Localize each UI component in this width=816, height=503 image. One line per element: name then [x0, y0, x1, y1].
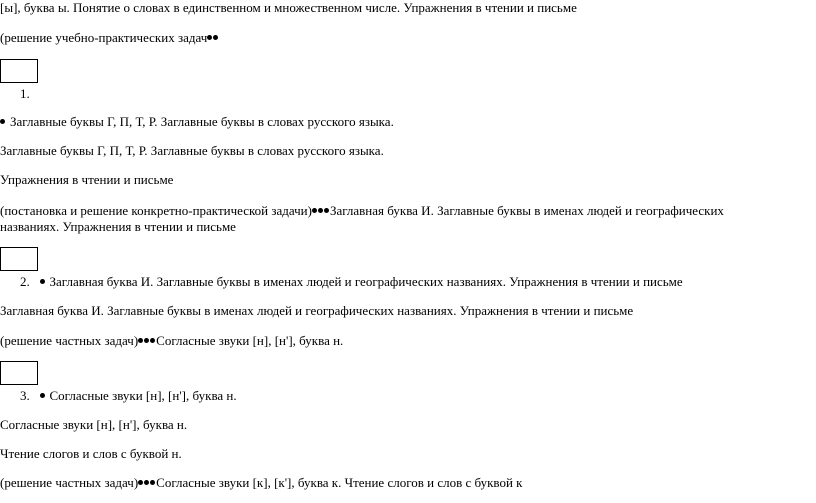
paragraph-5-lead: (постановка и решение конкретно-практической задачи): [0, 203, 312, 218]
bullet-item-2: [20, 274, 683, 290]
line-10-lead: (решение частных задач): [0, 475, 139, 490]
text-line-6: Заглавная буква И. Заглавные буквы в именах людей и географических названиях. Упражнения в чтении и письме: [0, 303, 634, 318]
bullet-dot-icon: [40, 279, 45, 284]
empty-box-2: [0, 247, 38, 271]
bullet-dot-icon: [138, 480, 143, 485]
empty-box-3: [0, 361, 38, 385]
text-line-9: Чтение слогов и слов с буквой н.: [0, 446, 182, 461]
bullet-item-2-text: Заглавная буква И. Заглавные буквы в именах людей и географических названиях. Упражнения в чтении и письме: [49, 274, 683, 289]
text-line-3: Заглавные буквы Г, П, Т, Р. Заглавные буквы в словах русского языка.: [0, 143, 384, 158]
text-line-1: [ы], буква ы. Понятие о словах в единственном и множественном числе. Упражнения в чтении и письме: [0, 0, 577, 15]
line-7-lead: (решение частных задач): [0, 333, 139, 348]
bullet-dot-icon: [318, 208, 323, 213]
bullet-dot-icon: [150, 480, 155, 485]
text-line-8: Согласные звуки [н], [н'], буква н.: [0, 417, 188, 432]
line-7-text: Согласные звуки [н], [н'], буква н.: [156, 333, 344, 348]
bullet-dot-icon: [207, 35, 212, 40]
text-line-10: [0, 475, 523, 491]
bullet-dot-icon: [213, 35, 218, 40]
bullet-dot-icon: [144, 338, 149, 343]
bullet-item-1: [0, 114, 394, 130]
line-2-text: (решение учебно-практических задач: [0, 30, 208, 45]
bullet-dot-icon: [138, 338, 143, 343]
item-number-2: 2.: [20, 274, 30, 289]
bullet-item-3-text: Согласные звуки [н], [н'], буква н.: [49, 388, 237, 403]
line-10-text: Согласные звуки [к], [к'], буква к. Чтение слогов и слов с буквой к: [156, 475, 523, 490]
bullet-dot-icon: [144, 480, 149, 485]
bullet-item-1-text: Заглавные буквы Г, П, Т, Р. Заглавные буквы в словах русского языка.: [10, 114, 394, 129]
text-line-7: [0, 333, 343, 349]
bullet-item-3: [20, 388, 237, 404]
empty-box-1: [0, 59, 38, 83]
bullet-dot-icon: [40, 393, 45, 398]
bullet-dot-icon: [150, 338, 155, 343]
item-number-3: 3.: [20, 388, 30, 403]
bullet-dot-icon: [0, 119, 5, 124]
bullet-dot-icon: [312, 208, 317, 213]
text-line-2: [0, 30, 222, 46]
item-number-1: 1.: [20, 86, 30, 101]
bullet-dot-icon: [324, 208, 329, 213]
paragraph-5-text: Заглавная буква И. Заглавные буквы в именах людей и географических названиях. Упражнения в чтении и письме: [0, 203, 724, 234]
text-line-4: Упражнения в чтении и письме: [0, 172, 174, 187]
text-paragraph-5: [0, 203, 780, 235]
